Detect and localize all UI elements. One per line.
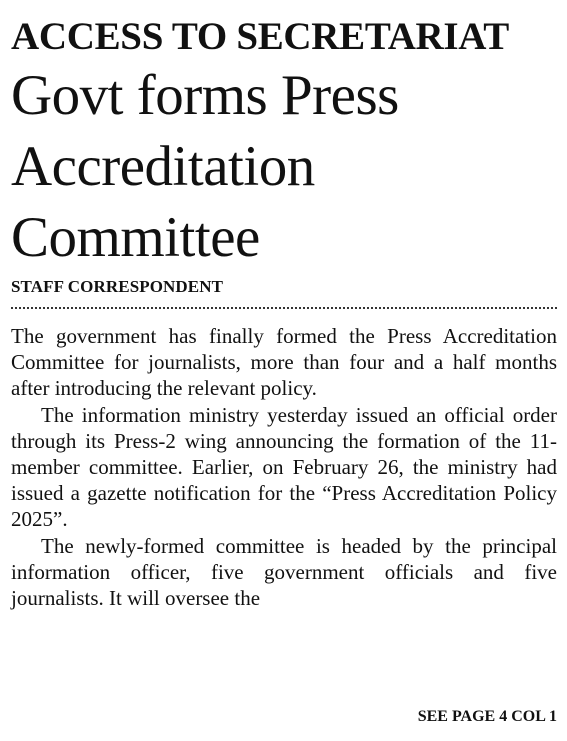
dotted-divider — [11, 307, 557, 309]
kicker: ACCESS TO SECRETARIAT — [11, 15, 509, 58]
byline: STAFF CORRESPONDENT — [11, 277, 224, 296]
continuation-jump: SEE PAGE 4 COL 1 — [417, 708, 557, 725]
headline-line-3: Committee — [11, 206, 260, 269]
paragraph-1: The government has finally formed the Press Accreditation Committee for journalists, more than four and a half months after introducing the relevant policy. — [11, 324, 557, 401]
paragraph-2: The information ministry yesterday issued an official order through its Press-2 wing announcing the formation of the 11-member committee. Earlier, on February 26, the ministry had issued a gazette notification for the “Press Accreditation Policy 2025”. — [11, 402, 557, 532]
headline-line-1: Govt forms Press — [11, 64, 399, 127]
article-body — [11, 323, 557, 611]
news-article — [11, 14, 557, 611]
headline — [11, 60, 557, 273]
headline-line-2: Accreditation — [11, 135, 315, 198]
paragraph-3: The newly-formed committee is headed by the principal information officer, five government officials and five journalists. It will oversee the — [11, 533, 557, 611]
